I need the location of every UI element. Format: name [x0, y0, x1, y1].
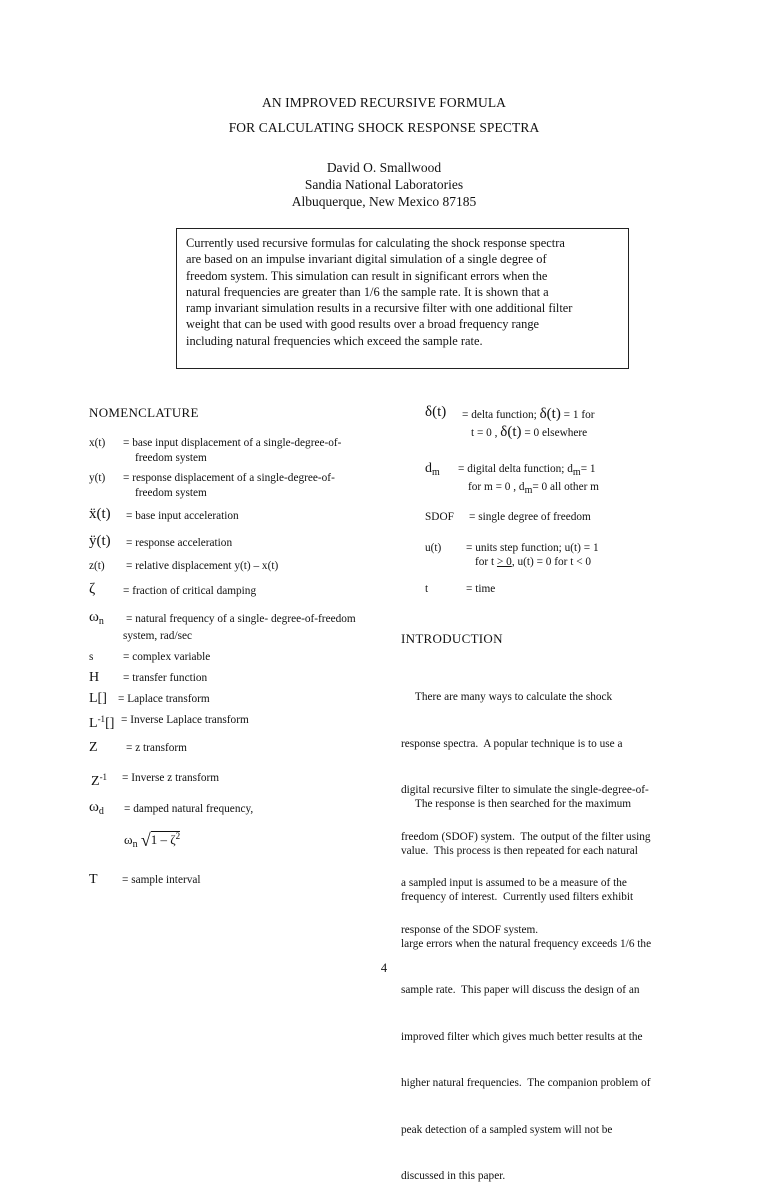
- nomenclature-item-inverse-laplace: [89, 712, 249, 732]
- title-line-2: FOR CALCULATING SHOCK RESPONSE SPECTRA: [228, 120, 540, 135]
- nomenclature-item-xdd: [89, 506, 239, 523]
- nomenclature-item-xt: [89, 436, 342, 464]
- symbol: SDOF: [425, 511, 454, 523]
- definition: = Inverse z transform: [122, 772, 220, 784]
- definition: = delta function; δ(t) = 1 for: [462, 406, 595, 422]
- paragraph-line: response of the SDOF system.: [401, 923, 539, 936]
- nomenclature-item-laplace: [89, 691, 210, 707]
- definition: = relative displacement y(t) – x(t): [126, 560, 279, 572]
- nomenclature-item-s: [89, 650, 211, 665]
- definition-cont: freedom system: [135, 487, 207, 499]
- symbol: $Z^{-1}$: [91, 772, 108, 789]
- definition: = digital delta function; dm= 1: [458, 463, 596, 478]
- paragraph-line: higher natural frequencies. The companion problem of: [401, 1077, 651, 1089]
- introduction-heading: INTRODUCTION: [401, 631, 503, 646]
- symbol: ẍ(t): [89, 506, 111, 522]
- nomenclature-item-inverse-z: [91, 770, 220, 790]
- nomenclature-item-time: [425, 582, 496, 597]
- symbol: T: [89, 872, 98, 887]
- symbol: L[]: [89, 691, 107, 706]
- symbol: u(t): [425, 542, 442, 554]
- symbol: ÿ(t): [89, 533, 111, 549]
- abstract-line: including natural frequencies which exceed the sample rate.: [186, 333, 483, 348]
- definition: = response displacement of a single-degree-of-: [123, 472, 335, 484]
- definition: = natural frequency of a single- degree-of-freedom: [126, 613, 356, 625]
- paragraph-line: response spectra. A popular technique is to use a: [401, 737, 623, 750]
- definition-cont: for t > 0, u(t) = 0 for t < 0: [475, 556, 592, 568]
- paragraph-line: There are many ways to calculate the shock: [401, 691, 613, 703]
- nomenclature-item-wd: [89, 799, 254, 819]
- definition: = sample interval: [122, 874, 201, 886]
- symbol: $\omega_n$: [89, 609, 104, 627]
- abstract-line: natural frequencies are greater than 1/6 the sample rate. It is shown that a: [186, 284, 549, 299]
- paragraph-line: freedom (SDOF) system. The output of the filter using: [401, 830, 651, 843]
- author-affiliation: Sandia National Laboratories: [304, 177, 464, 192]
- symbol: s: [89, 651, 94, 663]
- nomenclature-item-yt: [89, 471, 335, 499]
- symbol: ζ: [89, 581, 96, 597]
- symbol: $d_m$: [425, 461, 440, 478]
- title-line-1: AN IMPROVED RECURSIVE FORMULA: [261, 95, 507, 110]
- nomenclature-item-z: [89, 740, 187, 756]
- author-name: David O. Smallwood: [326, 160, 442, 175]
- symbol: z(t): [89, 560, 105, 572]
- definition: = units step function; u(t) = 1: [466, 542, 599, 554]
- nomenclature-item-zeta: [89, 581, 257, 598]
- definition-cont: system, rad/sec: [123, 630, 193, 642]
- definition: = base input acceleration: [126, 510, 239, 522]
- definition: = Laplace transform: [118, 693, 210, 705]
- paragraph-line: The response is then searched for the maximum: [401, 798, 632, 810]
- abstract-line: Currently used recursive formulas for calculating the shock response spectra: [186, 236, 565, 250]
- symbol: $L^{-1}[]$: [89, 714, 115, 731]
- definition: = single degree of freedom: [469, 511, 591, 523]
- nomenclature-item-t: [89, 872, 201, 888]
- paragraph-line: sample rate. This paper will discuss the design of an: [401, 984, 640, 996]
- paragraph-line: large errors when the natural frequency exceeds 1/6 the: [401, 937, 652, 950]
- introduction-paragraph-2: [401, 766, 723, 1200]
- paragraph-line: value. This process is then repeated for each natural: [401, 844, 638, 857]
- abstract-box: [176, 228, 629, 369]
- abstract-line: weight that can be used with good results over a broad frequency range: [186, 317, 540, 332]
- paragraph-line: discussed in this paper.: [401, 1170, 506, 1182]
- definition: = z transform: [126, 742, 187, 754]
- symbol: x(t): [89, 437, 106, 449]
- nomenclature-item-ut: [425, 541, 599, 568]
- symbol: H: [89, 670, 100, 685]
- author-location: Albuquerque, New Mexico 87185: [291, 194, 477, 209]
- definition-cont: freedom system: [135, 452, 207, 464]
- paragraph-line: frequency of interest. Currently used filters exhibit: [401, 891, 634, 903]
- nomenclature-heading: NOMENCLATURE: [89, 405, 199, 420]
- nomenclature-item-dm: [425, 461, 599, 496]
- abstract-line: freedom system. This simulation can result in significant errors when the: [186, 268, 548, 283]
- definition: = response acceleration: [126, 537, 233, 549]
- symbol: t: [425, 583, 429, 595]
- paragraph-line: peak detection of a sampled system will not be: [401, 1123, 613, 1136]
- definition: = base input displacement of a single-degree-of-: [123, 437, 342, 449]
- definition: = transfer function: [123, 672, 208, 684]
- nomenclature-item-h: [89, 670, 208, 686]
- paragraph-line: improved filter which gives much better results at the: [401, 1030, 643, 1043]
- sqrt-icon: √: [140, 830, 151, 850]
- symbol: δ(t): [425, 404, 447, 420]
- definition: = fraction of critical damping: [123, 585, 257, 597]
- definition: = Inverse Laplace transform: [121, 714, 249, 726]
- nomenclature-item-zt: [89, 559, 279, 574]
- definition-cont: for m = 0 , dm= 0 all other m: [468, 481, 599, 496]
- nomenclature-item-delta: [425, 404, 595, 440]
- nomenclature-item-wn: [89, 609, 356, 642]
- nomenclature-item-sdof: [425, 510, 591, 525]
- abstract-line: are based on an impulse invariant digital simulation of a single degree of: [186, 252, 547, 267]
- nomenclature-item-ydd: [89, 533, 233, 550]
- definition: = complex variable: [123, 651, 211, 663]
- definition-cont: t = 0 , δ(t) = 0 elsewhere: [471, 424, 588, 440]
- symbol: y(t): [89, 472, 106, 484]
- paragraph-line: a sampled input is assumed to be a measure of the: [401, 877, 627, 889]
- damped-frequency-formula: $\omega_n$ $√1 - \zeta^2$: [124, 830, 181, 850]
- paragraph-line: digital recursive filter to simulate the single-degree-of-: [401, 784, 649, 796]
- abstract-line: ramp invariant simulation results in a recursive filter with one additional filter: [186, 301, 573, 316]
- symbol: Z: [89, 740, 98, 755]
- page-number: 4: [380, 961, 388, 975]
- symbol: $\omega_d$: [89, 799, 104, 817]
- definition: = time: [466, 583, 496, 595]
- definition: = damped natural frequency,: [124, 803, 254, 815]
